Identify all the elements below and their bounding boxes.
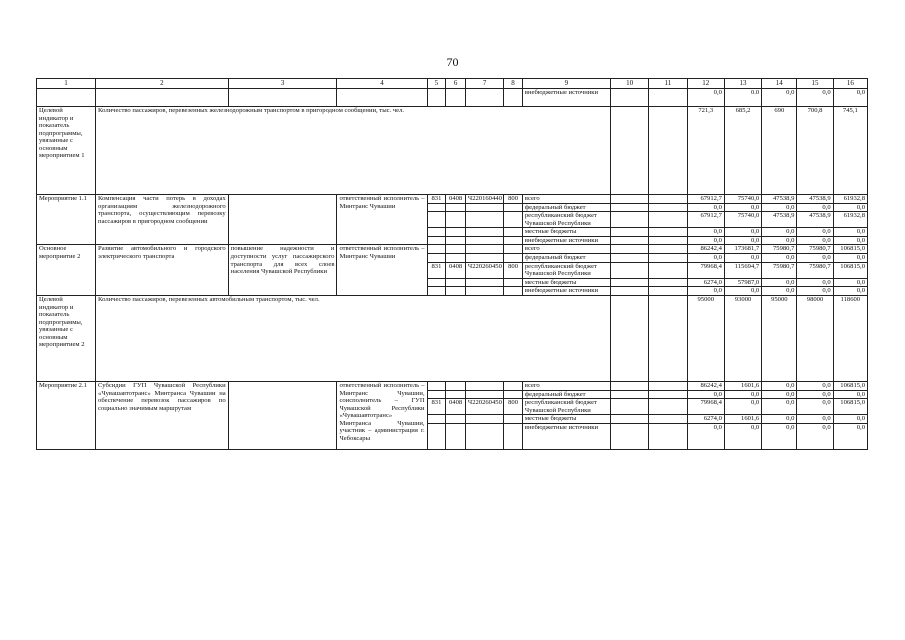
- table-cell: 0,0: [797, 399, 833, 415]
- table-cell: 75740,0: [724, 195, 761, 204]
- table-cell: 0,0: [762, 390, 797, 399]
- table-cell: 47538,9: [797, 212, 833, 228]
- table-cell: [228, 381, 337, 449]
- table-cell: [465, 423, 503, 449]
- table-cell: 0,0: [687, 287, 724, 296]
- table-cell: 14: [762, 79, 797, 89]
- table-cell: [649, 278, 687, 287]
- table-cell: 831: [427, 195, 446, 204]
- table-cell: 67912,7: [687, 212, 724, 228]
- table-cell: Ч220260450: [465, 262, 503, 278]
- table-cell: [610, 423, 648, 449]
- table-cell: 0,0: [762, 415, 797, 424]
- table-cell: Субсидии ГУП Чувашской Республики «Чувашавтотранс» Минтранса Чувашии на обеспечение перевозок пассажиров по социально значимым маршрутам: [96, 381, 229, 449]
- table-cell: [610, 89, 648, 107]
- table-cell: [504, 415, 523, 424]
- table-cell: [427, 381, 446, 390]
- table-cell: 8: [504, 79, 523, 89]
- table-cell: 0,0: [797, 381, 833, 390]
- table-cell: 6: [446, 79, 466, 89]
- table-row: [37, 245, 868, 254]
- table-cell: 47538,9: [762, 212, 797, 228]
- table-cell: 0,0: [762, 423, 797, 449]
- table-cell: [610, 399, 648, 415]
- table-cell: [610, 203, 648, 212]
- table-cell: местные бюджеты: [522, 228, 610, 237]
- table-cell: 0,0: [724, 390, 761, 399]
- table-cell: 115694,7: [724, 262, 761, 278]
- table-cell: [465, 212, 503, 228]
- table-cell: [649, 245, 687, 254]
- table-cell: 0,0: [833, 89, 867, 107]
- table-cell: 0.0: [724, 89, 761, 107]
- table-cell: [504, 423, 523, 449]
- table-cell: 0,0: [724, 254, 761, 263]
- table-cell: Основное мероприятие 2: [37, 245, 96, 295]
- table-cell: 0,0: [724, 399, 761, 415]
- table-cell: Мероприятие 2.1: [37, 381, 96, 449]
- table-cell: [446, 381, 466, 390]
- table-cell: 47538,9: [762, 195, 797, 204]
- table-cell: 721,3: [687, 107, 724, 195]
- table-cell: всего: [522, 245, 610, 254]
- table-row: [37, 195, 868, 204]
- table-cell: 0,0: [833, 390, 867, 399]
- table-cell: [446, 212, 466, 228]
- table-cell: [649, 212, 687, 228]
- table-cell: [446, 415, 466, 424]
- target-text: Количество пассажиров, перевезенных автомобильным транспортом, тыс. чел.: [96, 295, 611, 381]
- table-cell: [610, 254, 648, 263]
- table-cell: федеральный бюджет: [522, 203, 610, 212]
- table-cell: 0,0: [833, 203, 867, 212]
- table-cell: 0,0: [833, 228, 867, 237]
- table-cell: [649, 399, 687, 415]
- table-cell: [504, 212, 523, 228]
- table-cell: [504, 254, 523, 263]
- table-cell: 106815,0: [833, 262, 867, 278]
- table-cell: ответственный исполнитель – Минтранс Чувашии: [337, 195, 427, 245]
- table-cell: 86242,4: [687, 245, 724, 254]
- table-cell: [427, 423, 446, 449]
- target-label: Целевой индикатор и показатель подпрограммы, увязанные с основным мероприятием 2: [37, 295, 96, 381]
- table-cell: 0,0: [833, 278, 867, 287]
- table-cell: Ч220160440: [465, 195, 503, 204]
- table-cell: местные бюджеты: [522, 278, 610, 287]
- table-cell: 61932,8: [833, 212, 867, 228]
- table-cell: Развитие автомобильного и городского электрического транспорта: [96, 245, 229, 295]
- table-cell: 0,0: [762, 399, 797, 415]
- table-cell: [427, 254, 446, 263]
- table-cell: 831: [427, 399, 446, 415]
- table-cell: 0,0: [797, 278, 833, 287]
- target-indicator-row: [37, 295, 868, 381]
- table-cell: [610, 390, 648, 399]
- table-cell: 0,0: [797, 390, 833, 399]
- table-cell: 67912,7: [687, 195, 724, 204]
- table-cell: Компенсация части потерь в доходах организациям железнодорожного транспорта, осуществляющим перевозку пассажиров в пригородном сообщении: [96, 195, 229, 245]
- table-cell: 0,0: [724, 228, 761, 237]
- table-cell: [427, 245, 446, 254]
- table-cell: [504, 228, 523, 237]
- table-cell: 16: [833, 79, 867, 89]
- table-cell: [465, 228, 503, 237]
- table-cell: [610, 245, 648, 254]
- table-cell: [427, 212, 446, 228]
- table-cell: 0,0: [687, 236, 724, 245]
- table-cell: повышение надежности и доступности услуг пассажирского транспорта для всех слоев населения Чувашской Республики: [228, 245, 337, 295]
- table-cell: 0,0: [833, 236, 867, 245]
- table-cell: Мероприятие 1.1: [37, 195, 96, 245]
- page-number: 70: [446, 55, 459, 69]
- table-cell: 800: [504, 262, 523, 278]
- table-cell: 10: [610, 79, 648, 89]
- table-cell: [504, 203, 523, 212]
- table-cell: [504, 236, 523, 245]
- table-cell: 0,0: [762, 89, 797, 107]
- table-cell: 700,8: [797, 107, 833, 195]
- table-cell: 0,0: [762, 287, 797, 296]
- table-cell: [649, 203, 687, 212]
- table-cell: [465, 236, 503, 245]
- table-row: [37, 381, 868, 390]
- table-cell: [610, 381, 648, 390]
- table-cell: 0408: [446, 262, 466, 278]
- table-cell: [465, 245, 503, 254]
- table-row: [37, 89, 868, 107]
- table-cell: [649, 195, 687, 204]
- table-cell: внебюджетные источники: [522, 287, 610, 296]
- table-cell: республиканский бюджет Чувашской Республики: [522, 212, 610, 228]
- table-cell: [649, 295, 687, 381]
- table-cell: [465, 415, 503, 424]
- table-cell: 0,0: [797, 287, 833, 296]
- target-text: Количество пассажиров, перевезенных железнодорожным транспортом в пригородном сообщении, тыс. чел.: [96, 107, 611, 195]
- table-cell: 0,0: [797, 415, 833, 424]
- table-cell: 9: [522, 79, 610, 89]
- table-cell: [504, 390, 523, 399]
- table-cell: [504, 381, 523, 390]
- table-cell: [446, 423, 466, 449]
- table-cell: [649, 287, 687, 296]
- table-cell: [610, 212, 648, 228]
- table-cell: 0,0: [762, 228, 797, 237]
- table-cell: 0,0: [724, 236, 761, 245]
- table-cell: 79968,4: [687, 262, 724, 278]
- table-cell: 0,0: [797, 254, 833, 263]
- table-cell: [465, 89, 503, 107]
- table-cell: 0,0: [687, 423, 724, 449]
- table-cell: 95000: [762, 295, 797, 381]
- table-cell: 61932,8: [833, 195, 867, 204]
- table-cell: 75980,7: [797, 245, 833, 254]
- table-cell: федеральный бюджет: [522, 390, 610, 399]
- table-cell: [446, 278, 466, 287]
- table-cell: Ч220260450: [465, 399, 503, 415]
- table-cell: 98000: [797, 295, 833, 381]
- table-cell: 0,0: [797, 236, 833, 245]
- table-cell: 6274,0: [687, 415, 724, 424]
- table-cell: внебюджетные источники: [522, 236, 610, 245]
- table-cell: 75980,7: [762, 245, 797, 254]
- table-cell: республиканский бюджет Чувашской Республики: [522, 262, 610, 278]
- table-cell: [446, 89, 466, 107]
- table-cell: 118600: [833, 295, 867, 381]
- table-cell: 12: [687, 79, 724, 89]
- table-cell: 0,0: [724, 287, 761, 296]
- table-cell: [446, 203, 466, 212]
- table-cell: [427, 89, 446, 107]
- table-cell: [37, 89, 96, 107]
- table-cell: [427, 203, 446, 212]
- table-cell: [427, 228, 446, 237]
- table-cell: 0,0: [687, 228, 724, 237]
- table-cell: 0,0: [797, 89, 833, 107]
- table-cell: 0,0: [833, 287, 867, 296]
- table-cell: 57987,0: [724, 278, 761, 287]
- table-cell: [427, 287, 446, 296]
- table-cell: 79968,4: [687, 399, 724, 415]
- table-cell: республиканский бюджет Чувашской Республики: [522, 399, 610, 415]
- table-cell: [610, 107, 648, 195]
- table-cell: 0408: [446, 399, 466, 415]
- table-cell: 5: [427, 79, 446, 89]
- table-cell: [649, 236, 687, 245]
- table-cell: 75980,7: [797, 262, 833, 278]
- table-cell: [446, 287, 466, 296]
- table-cell: [504, 89, 523, 107]
- table-cell: всего: [522, 381, 610, 390]
- table-cell: [610, 415, 648, 424]
- table-cell: 0,0: [762, 381, 797, 390]
- table-cell: 0,0: [724, 203, 761, 212]
- table-cell: [649, 228, 687, 237]
- table-cell: 173681,7: [724, 245, 761, 254]
- target-indicator-row: [37, 107, 868, 195]
- table-cell: [649, 423, 687, 449]
- table-cell: 0,0: [762, 254, 797, 263]
- table-cell: 0,0: [762, 278, 797, 287]
- table-cell: 75740,0: [724, 212, 761, 228]
- table-cell: [610, 236, 648, 245]
- table-cell: [465, 278, 503, 287]
- table-cell: [427, 236, 446, 245]
- table-cell: 0,0: [762, 236, 797, 245]
- table-cell: 0408: [446, 195, 466, 204]
- table-cell: 95000: [687, 295, 724, 381]
- table-cell: федеральный бюджет: [522, 254, 610, 263]
- table-cell: 6274,0: [687, 278, 724, 287]
- table-cell: [649, 262, 687, 278]
- table-cell: [96, 89, 229, 107]
- table-cell: ответственный исполнитель – Минтранс Чувашии: [337, 245, 427, 295]
- table-cell: [610, 195, 648, 204]
- table-cell: 0,0: [833, 415, 867, 424]
- table-cell: [465, 381, 503, 390]
- table-cell: 831: [427, 262, 446, 278]
- table-cell: 75980,7: [762, 262, 797, 278]
- table-cell: [446, 390, 466, 399]
- table-cell: 86242,4: [687, 381, 724, 390]
- table-cell: 1: [37, 79, 96, 89]
- table-cell: 11: [649, 79, 687, 89]
- table-cell: [649, 107, 687, 195]
- table-cell: 0,0: [687, 89, 724, 107]
- table-cell: [465, 287, 503, 296]
- table-cell: 13: [724, 79, 761, 89]
- table-cell: 0,0: [797, 203, 833, 212]
- table-cell: 800: [504, 399, 523, 415]
- table-cell: [228, 195, 337, 245]
- table-cell: [504, 245, 523, 254]
- table-cell: 106815,0: [833, 381, 867, 390]
- table-cell: [504, 278, 523, 287]
- table-cell: 0,0: [797, 228, 833, 237]
- table-cell: 690: [762, 107, 797, 195]
- table-cell: 2: [96, 79, 229, 89]
- table-cell: 7: [465, 79, 503, 89]
- table-cell: внебюджетные источники: [522, 423, 610, 449]
- table-cell: 4: [337, 79, 427, 89]
- table-cell: 106815,0: [833, 399, 867, 415]
- table-cell: 93000: [724, 295, 761, 381]
- table-cell: [610, 295, 648, 381]
- table-cell: [465, 390, 503, 399]
- table-cell: [610, 262, 648, 278]
- header-row: [37, 79, 868, 89]
- table-cell: [427, 278, 446, 287]
- table-cell: [610, 287, 648, 296]
- table-cell: [649, 415, 687, 424]
- table-cell: [337, 89, 427, 107]
- table-cell: [446, 245, 466, 254]
- table-cell: 47538,9: [797, 195, 833, 204]
- table-cell: [465, 254, 503, 263]
- table-cell: 106815,0: [833, 245, 867, 254]
- table-cell: [610, 228, 648, 237]
- table-cell: 1601,6: [724, 415, 761, 424]
- table-cell: всего: [522, 195, 610, 204]
- table-cell: [427, 415, 446, 424]
- table-cell: [446, 236, 466, 245]
- table-cell: [649, 254, 687, 263]
- table-cell: 0,0: [833, 254, 867, 263]
- table-cell: 800: [504, 195, 523, 204]
- table-cell: [610, 278, 648, 287]
- table-cell: [427, 390, 446, 399]
- target-label: Целевой индикатор и показатель подпрограммы, увязанные с основным мероприятием 1: [37, 107, 96, 195]
- table-cell: 685,2: [724, 107, 761, 195]
- table-cell: [649, 390, 687, 399]
- table-cell: [504, 287, 523, 296]
- table-cell: [649, 89, 687, 107]
- table-cell: 3: [228, 79, 337, 89]
- table-cell: 0,0: [687, 203, 724, 212]
- table-cell: 0,0: [724, 423, 761, 449]
- table-cell: 0,0: [687, 390, 724, 399]
- table-cell: ответственный исполнитель – Минтранс Чувашии, соисполнитель – ГУП Чувашской Республики «Чувашавтотранс» Минтранса Чувашии, участник – администрация г. Чебоксары: [337, 381, 427, 449]
- table-cell: [465, 203, 503, 212]
- table-cell: 1601,6: [724, 381, 761, 390]
- table-cell: [228, 89, 337, 107]
- table-cell: внебюджетные источники: [522, 89, 610, 107]
- table-cell: [649, 381, 687, 390]
- table-cell: [446, 228, 466, 237]
- table-cell: 0,0: [762, 203, 797, 212]
- table-cell: 745,1: [833, 107, 867, 195]
- table-cell: 0,0: [797, 423, 833, 449]
- table-cell: 0,0: [687, 254, 724, 263]
- table-cell: [446, 254, 466, 263]
- program-table: [36, 78, 868, 450]
- table-cell: 15: [797, 79, 833, 89]
- table-cell: 0,0: [833, 423, 867, 449]
- table-cell: местные бюджеты: [522, 415, 610, 424]
